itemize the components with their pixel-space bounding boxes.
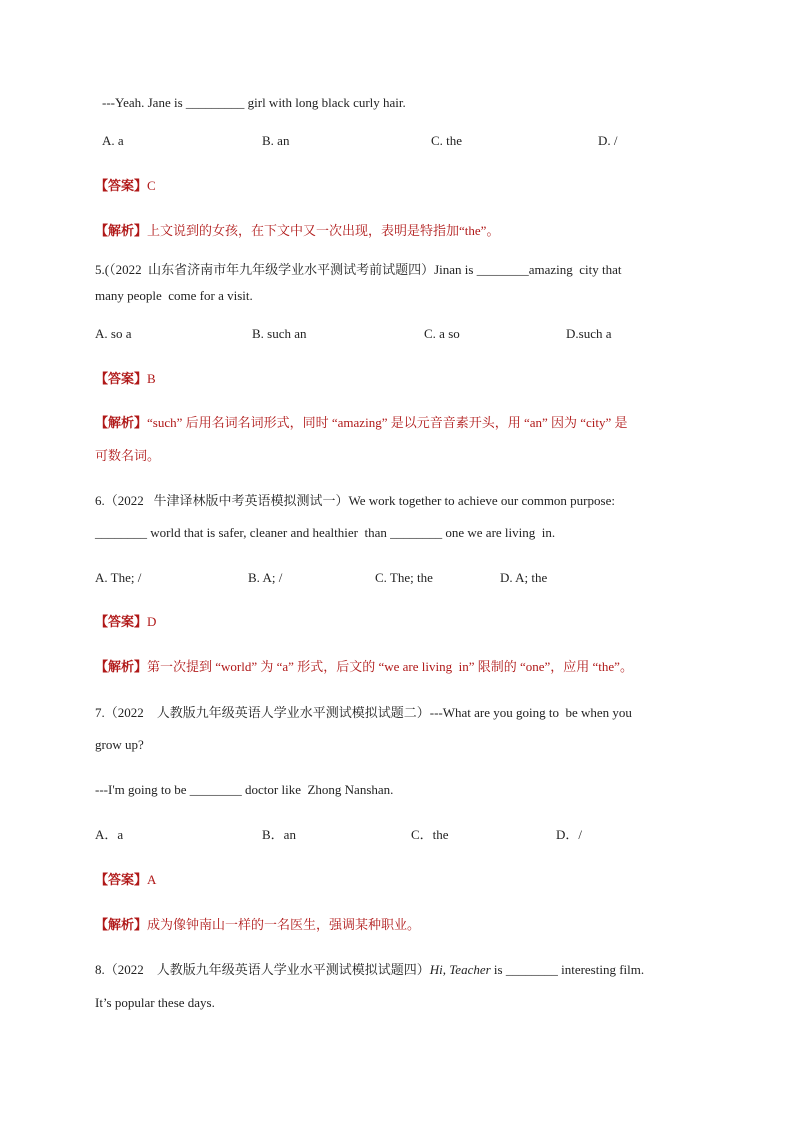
q5-stem-line1: 5.(（2022 山东省济南市年九年级学业水平测试考前试题四）Jinan is ________amazing city that — [95, 262, 622, 277]
q6-option-a: A. The; / — [95, 570, 142, 585]
analysis-text: 上文说到的女孩，在下文中又一次出现，表明是特指加“the”。 — [147, 223, 500, 238]
analysis-tag: 【解析】 — [95, 415, 148, 430]
q6-option-d: D. A; the — [500, 570, 548, 585]
answer-value: B — [147, 371, 156, 386]
q5-stem-line2: many people come for a visit. — [95, 288, 253, 303]
answer-value: C — [147, 178, 156, 193]
answer-tag: 【答案】 — [95, 872, 148, 887]
q7-dialogue-line: ---I'm going to be ________ doctor like Zhong Nanshan. — [95, 782, 394, 797]
q7-option-c: C．the — [411, 827, 449, 842]
q6-stem-line1: 6.（2022 牛津译林版中考英语模拟测试一）We work together to achieve our common purpose: — [95, 493, 615, 508]
q7-stem-line1: 7.（2022 人教版九年级英语人学业水平测试模拟试题二）---What are you going to be when you — [95, 705, 632, 720]
answer-tag: 【答案】 — [95, 614, 148, 629]
q8-stem-prefix: 8.（2022 人教版九年级英语人学业水平测试模拟试题四） — [95, 962, 430, 977]
q5-option-c: C. a so — [424, 326, 460, 341]
q7-option-d: D．/ — [556, 827, 583, 842]
q6-answer — [95, 613, 156, 631]
q5-answer — [95, 370, 156, 388]
analysis-tag: 【解析】 — [95, 659, 148, 674]
q5-analysis-line1 — [95, 414, 628, 432]
q7-stem-line2: grow up? — [95, 737, 144, 752]
q5-option-d: D.such a — [566, 326, 612, 341]
q4-option-a: A. a — [102, 133, 124, 148]
q7-option-b: B．an — [262, 827, 296, 842]
q6-stem-line2: ________ world that is safer, cleaner and healthier than ________ one we are living in. — [95, 525, 556, 540]
q7-option-a: A．a — [95, 827, 124, 842]
analysis-text: “such” 后用名词名词形式，同时 “amazing” 是以元音音素开头，用 “an” 因为 “city” 是 — [147, 415, 628, 430]
q6-analysis — [95, 658, 633, 676]
q6-option-b: B. A; / — [248, 570, 283, 585]
q6-option-c: C. The; the — [375, 570, 433, 585]
answer-value: D — [147, 614, 157, 629]
q4-option-d: D. / — [598, 133, 618, 148]
q4-answer — [95, 177, 156, 195]
analysis-text: 第一次提到 “world” 为 “a” 形式，后文的 “we are living in” 限制的 “one”，应用 “the”。 — [147, 659, 633, 674]
q8-stem-suffix: is ________ interesting film. — [490, 962, 645, 977]
answer-tag: 【答案】 — [95, 371, 148, 386]
analysis-tag: 【解析】 — [95, 223, 148, 238]
q8-stem-line1 — [95, 961, 644, 979]
q4-option-b: B. an — [262, 133, 290, 148]
q8-stem-line2: It’s popular these days. — [95, 995, 215, 1010]
answer-tag: 【答案】 — [95, 178, 148, 193]
q5-option-b: B. such an — [252, 326, 307, 341]
answer-value: A — [147, 872, 157, 887]
q4-option-c: C. the — [431, 133, 463, 148]
q4-dialogue-line: ---Yeah. Jane is _________ girl with long black curly hair. — [102, 95, 406, 110]
q7-answer — [95, 871, 156, 889]
q5-analysis-line2: 可数名词。 — [95, 448, 161, 463]
q7-analysis — [95, 916, 420, 934]
q8-film-title: Hi, Teacher — [429, 962, 491, 977]
analysis-tag: 【解析】 — [95, 917, 148, 932]
analysis-text: 成为像钟南山一样的一名医生，强调某种职业。 — [147, 917, 421, 932]
q4-analysis — [95, 222, 499, 240]
q5-option-a: A. so a — [95, 326, 132, 341]
